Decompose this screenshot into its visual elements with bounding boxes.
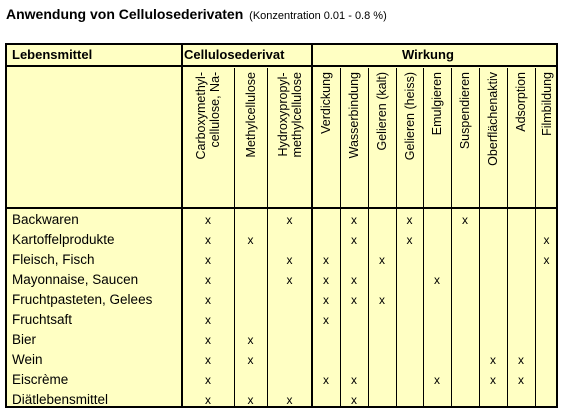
row-label: Fleisch, Fisch bbox=[12, 252, 95, 267]
row-label: Eiscrème bbox=[12, 372, 69, 387]
header-effect: Wirkung bbox=[402, 47, 454, 62]
column-header bbox=[451, 68, 479, 207]
column-header bbox=[182, 68, 234, 207]
cell-mark: x bbox=[323, 273, 329, 287]
cell-mark: x bbox=[247, 233, 254, 247]
cell-mark: x bbox=[406, 233, 413, 247]
column-header-label: Emulgieren bbox=[430, 72, 444, 136]
cell-mark: x bbox=[247, 333, 254, 347]
header-bottom-line bbox=[7, 207, 556, 209]
column-header bbox=[423, 68, 451, 207]
cell-mark: x bbox=[543, 253, 550, 267]
cell-mark: x bbox=[323, 253, 329, 267]
column-header bbox=[267, 68, 312, 207]
cell-mark: x bbox=[205, 273, 211, 287]
cell-mark: x bbox=[286, 393, 293, 407]
row-label: Wein bbox=[12, 352, 43, 367]
cell-mark: x bbox=[205, 313, 211, 327]
title-text: Anwendung von Cellulosederivaten bbox=[6, 6, 244, 22]
column-header-label: Wasserbindung bbox=[347, 72, 361, 159]
column-header bbox=[368, 68, 396, 207]
row-label: Fruchtsaft bbox=[12, 312, 73, 327]
cell-mark: x bbox=[247, 353, 254, 367]
column-header bbox=[507, 68, 535, 207]
row-label: Backwaren bbox=[12, 212, 79, 227]
cell-mark: x bbox=[462, 213, 468, 227]
cell-mark: x bbox=[205, 333, 211, 347]
cell-mark: x bbox=[490, 353, 496, 367]
header-food: Lebensmittel bbox=[12, 47, 93, 62]
cell-mark: x bbox=[205, 373, 211, 387]
column-header-label: Methylcellulose bbox=[243, 72, 258, 158]
cell-mark: x bbox=[286, 273, 293, 287]
column-header-label: Gelieren (heiss) bbox=[402, 72, 417, 161]
application-table bbox=[5, 43, 558, 408]
cell-mark: x bbox=[205, 233, 211, 247]
column-header bbox=[234, 68, 267, 207]
row-label: Mayonnaise, Saucen bbox=[12, 272, 139, 287]
cell-mark: x bbox=[205, 253, 211, 267]
column-header bbox=[535, 68, 558, 207]
column-header-label: Suspendieren bbox=[458, 72, 472, 150]
cell-mark: x bbox=[205, 213, 211, 227]
column-header-label: Filmbildung bbox=[539, 72, 554, 136]
row-label: Diätlebensmittel bbox=[12, 392, 109, 407]
subtitle-text: (Konzentration 0.01 - 0.8 %) bbox=[249, 10, 387, 22]
cell-mark: x bbox=[323, 293, 329, 307]
cell-mark: x bbox=[351, 233, 357, 247]
cell-mark: x bbox=[205, 393, 211, 407]
cell-mark: x bbox=[286, 213, 293, 227]
column-header bbox=[312, 68, 340, 207]
cell-mark: x bbox=[351, 393, 357, 407]
column-header bbox=[479, 68, 507, 207]
header-divider-line bbox=[7, 65, 556, 67]
cell-mark: x bbox=[323, 313, 329, 327]
column-header bbox=[396, 68, 423, 207]
cell-mark: x bbox=[247, 393, 254, 407]
cell-mark: x bbox=[518, 373, 524, 387]
row-label: Fruchtpasteten, Gelees bbox=[12, 292, 153, 307]
column-header-label: Adsorption bbox=[514, 72, 528, 132]
row-label: Bier bbox=[12, 332, 37, 347]
column-header-label: Carboxymethyl- cellulose, Na- bbox=[194, 72, 222, 160]
column-header bbox=[340, 68, 368, 207]
cell-mark: x bbox=[205, 293, 211, 307]
column-header-label: Hydroxypropyl- methylcellulose bbox=[275, 72, 304, 158]
header-derivative: Cellulosederivat bbox=[184, 47, 285, 62]
cell-mark: x bbox=[351, 373, 357, 387]
cell-mark: x bbox=[434, 273, 440, 287]
cell-mark: x bbox=[490, 373, 496, 387]
cell-mark: x bbox=[351, 273, 357, 287]
cell-mark: x bbox=[351, 213, 357, 227]
page-title bbox=[6, 6, 387, 22]
cell-mark: x bbox=[406, 213, 413, 227]
column-header-label: Gelieren (kalt) bbox=[375, 72, 389, 151]
cell-mark: x bbox=[543, 233, 550, 247]
cell-mark: x bbox=[351, 293, 357, 307]
row-label: Kartoffelprodukte bbox=[12, 232, 115, 247]
cell-mark: x bbox=[379, 293, 385, 307]
cell-mark: x bbox=[286, 253, 293, 267]
cell-mark: x bbox=[434, 373, 440, 387]
cell-mark: x bbox=[323, 373, 329, 387]
cell-mark: x bbox=[379, 253, 385, 267]
cell-mark: x bbox=[518, 353, 524, 367]
column-header-label: Oberflächenaktiv bbox=[486, 72, 500, 166]
column-header-label: Verdickung bbox=[319, 72, 333, 134]
cell-mark: x bbox=[205, 353, 211, 367]
